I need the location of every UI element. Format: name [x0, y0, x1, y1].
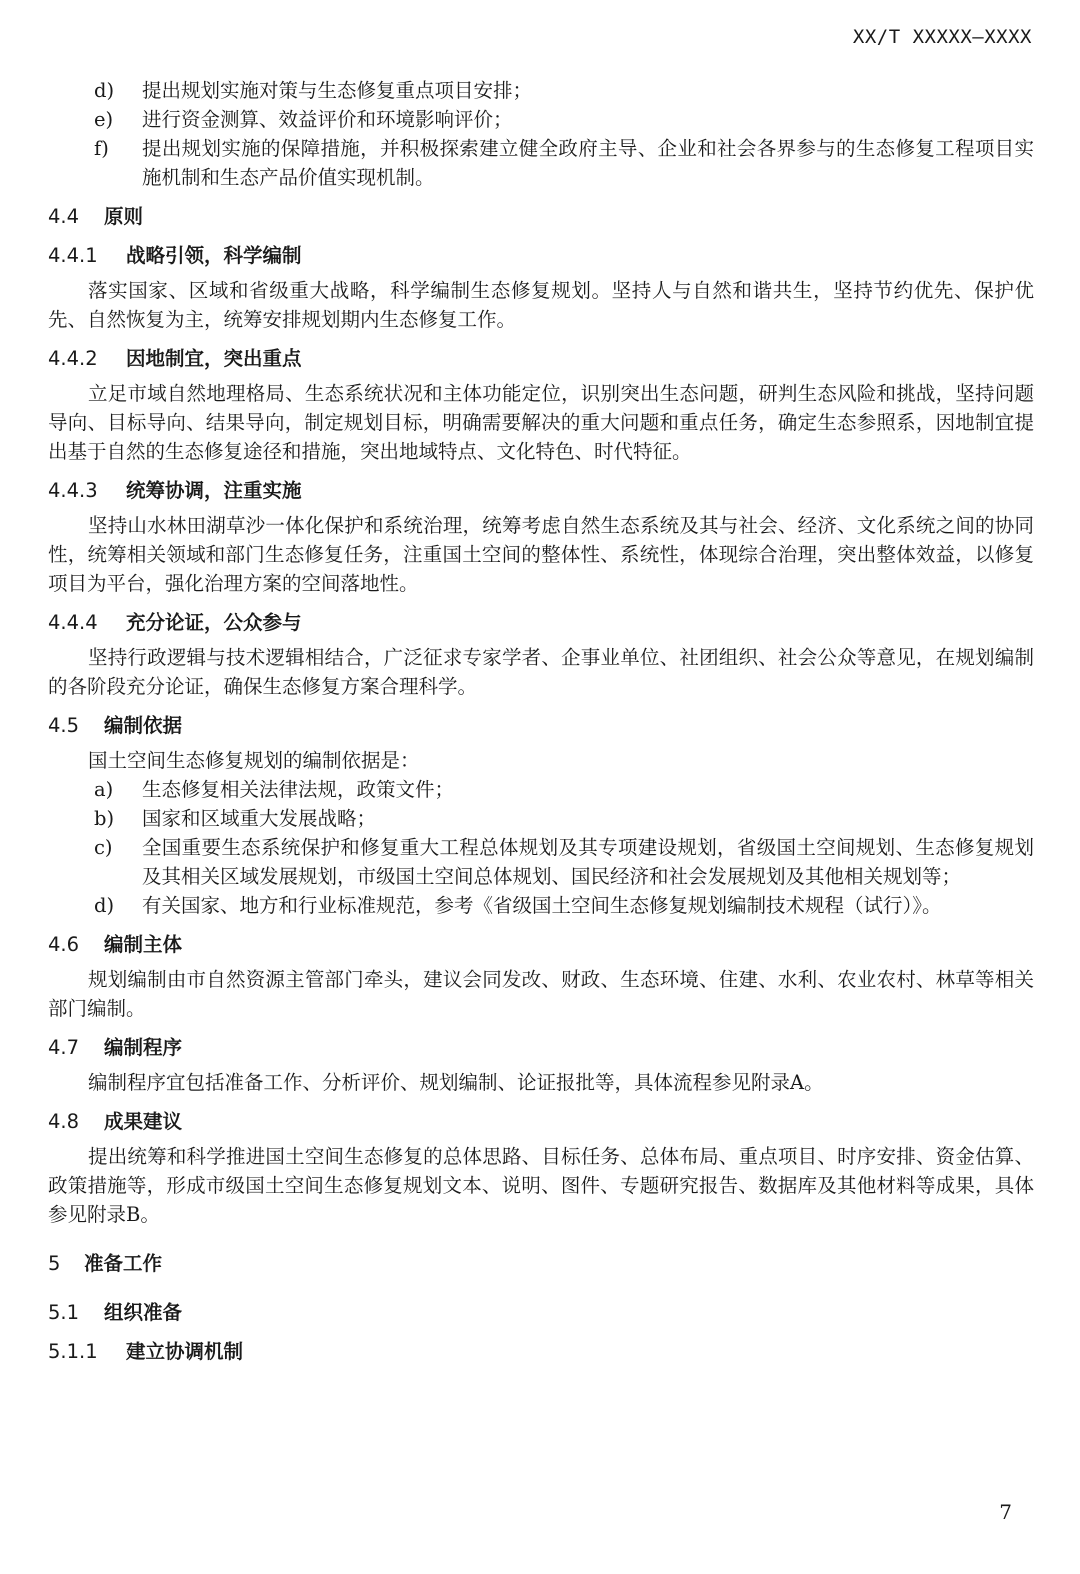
- section-number: 5: [48, 1252, 61, 1275]
- section-number: 4.7: [48, 1036, 80, 1059]
- section-number: 4.6: [48, 933, 80, 956]
- section-heading-4-6: [48, 930, 1034, 959]
- section-number: 4.4.1: [48, 244, 98, 267]
- section-title: 准备工作: [84, 1252, 163, 1275]
- section-heading-5-1-1: [48, 1337, 1034, 1366]
- list-item: [48, 775, 1034, 804]
- section-title: 编制主体: [104, 933, 183, 956]
- section-title: 建立协调机制: [126, 1340, 244, 1363]
- section-number: 5.1: [48, 1301, 80, 1324]
- section-number: 5.1.1: [48, 1340, 98, 1363]
- paragraph-4-6: 规划编制由市自然资源主管部门牵头，建议会同发改、财政、生态环境、住建、水利、农业农村、林草等相关部门编制。: [48, 968, 1034, 1020]
- section-title: 编制依据: [104, 714, 183, 737]
- page-number: 7: [999, 1500, 1012, 1524]
- list-marker: d): [94, 79, 115, 102]
- section-title: 充分论证，公众参与: [126, 611, 302, 634]
- list-marker: f): [94, 137, 109, 160]
- list-text: 生态修复相关法律法规，政策文件；: [142, 778, 455, 801]
- paragraph-4-4-3: 坚持山水林田湖草沙一体化保护和系统治理，统筹考虑自然生态系统及其与社会、经济、文化系统之间的协同性，统筹相关领域和部门生态修复任务，注重国土空间的整体性、系统性，体现综合治理，突出整体效益，以修复项目为平台，强化治理方案的空间落地性。: [48, 514, 1034, 595]
- section-heading-4-4-3: [48, 476, 1034, 505]
- list-marker: b): [94, 807, 115, 830]
- list-text: 国家和区域重大发展战略；: [142, 807, 377, 830]
- section-heading-4-5: [48, 711, 1034, 740]
- list-marker: d): [94, 894, 115, 917]
- list-text: 进行资金测算、效益评价和环境影响评价；: [142, 108, 513, 131]
- section-number: 4.5: [48, 714, 80, 737]
- list-item: [48, 134, 1034, 192]
- section-heading-4-4-1: [48, 241, 1034, 270]
- section-title: 组织准备: [104, 1301, 183, 1324]
- list-item: [48, 105, 1034, 134]
- list-text: 提出规划实施对策与生态修复重点项目安排；: [142, 79, 533, 102]
- list-marker: e): [94, 108, 114, 131]
- section-number: 4.4.2: [48, 347, 98, 370]
- list-item: [48, 76, 1034, 105]
- section-heading-4-7: [48, 1033, 1034, 1062]
- section-title: 编制程序: [104, 1036, 183, 1059]
- list-marker: a): [94, 778, 114, 801]
- list-text: 全国重要生态系统保护和修复重大工程总体规划及其专项建设规划，省级国土空间规划、生态修复规划及其相关区域发展规划，市级国土空间总体规划、国民经济和社会发展规划及其他相关规划等；: [142, 836, 1034, 888]
- section-heading-5: [48, 1249, 1034, 1278]
- paragraph-4-8: 提出统筹和科学推进国土空间生态修复的总体思路、目标任务、总体布局、重点项目、时序安排、资金估算、政策措施等，形成市级国土空间生态修复规划文本、说明、图件、专题研究报告、数据库及其他材料等成果，具体参见附录B。: [48, 1145, 1034, 1226]
- section-title: 原则: [104, 205, 144, 228]
- document-body: [48, 76, 1034, 1366]
- list-marker: c): [94, 836, 113, 859]
- section-title: 战略引领，科学编制: [126, 244, 302, 267]
- section-title: 因地制宜，突出重点: [126, 347, 302, 370]
- paragraph-4-4-1: 落实国家、区域和省级重大战略，科学编制生态修复规划。坚持人与自然和谐共生，坚持节约优先、保护优先、自然恢复为主，统筹安排规划期内生态修复工作。: [48, 279, 1034, 331]
- section-heading-5-1: [48, 1298, 1034, 1327]
- section-number: 4.4.3: [48, 479, 98, 502]
- list-item: [48, 833, 1034, 891]
- paragraph-4-5-lead: 国土空间生态修复规划的编制依据是：: [88, 749, 420, 772]
- section-title: 统筹协调，注重实施: [126, 479, 302, 502]
- list-item: [48, 891, 1034, 920]
- section-heading-4-8: [48, 1107, 1034, 1136]
- document-code: XX/T XXXXX—XXXX: [852, 26, 1032, 48]
- section-number: 4.4: [48, 205, 80, 228]
- section-title: 成果建议: [104, 1110, 183, 1133]
- section-number: 4.4.4: [48, 611, 98, 634]
- section-heading-4-4-4: [48, 608, 1034, 637]
- list-item: [48, 804, 1034, 833]
- paragraph-4-7: 编制程序宜包括准备工作、分析评价、规划编制、论证报批等，具体流程参见附录A。: [88, 1071, 824, 1094]
- list-text: 有关国家、地方和行业标准规范，参考《省级国土空间生态修复规划编制技术规程（试行）》。: [142, 894, 942, 917]
- section-heading-4-4: [48, 202, 1034, 231]
- paragraph-4-4-2: 立足市域自然地理格局、生态系统状况和主体功能定位，识别突出生态问题，研判生态风险和挑战，坚持问题导向、目标导向、结果导向，制定规划目标，明确需要解决的重大问题和重点任务，确定生态参照系，因地制宜提出基于自然的生态修复途径和措施，突出地域特点、文化特色、时代特征。: [48, 382, 1034, 463]
- list-text: 提出规划实施的保障措施，并积极探索建立健全政府主导、企业和社会各界参与的生态修复工程项目实施机制和生态产品价值实现机制。: [142, 137, 1034, 189]
- paragraph-4-4-4: 坚持行政逻辑与技术逻辑相结合，广泛征求专家学者、企事业单位、社团组织、社会公众等意见，在规划编制的各阶段充分论证，确保生态修复方案合理科学。: [48, 646, 1034, 698]
- section-heading-4-4-2: [48, 344, 1034, 373]
- section-number: 4.8: [48, 1110, 80, 1133]
